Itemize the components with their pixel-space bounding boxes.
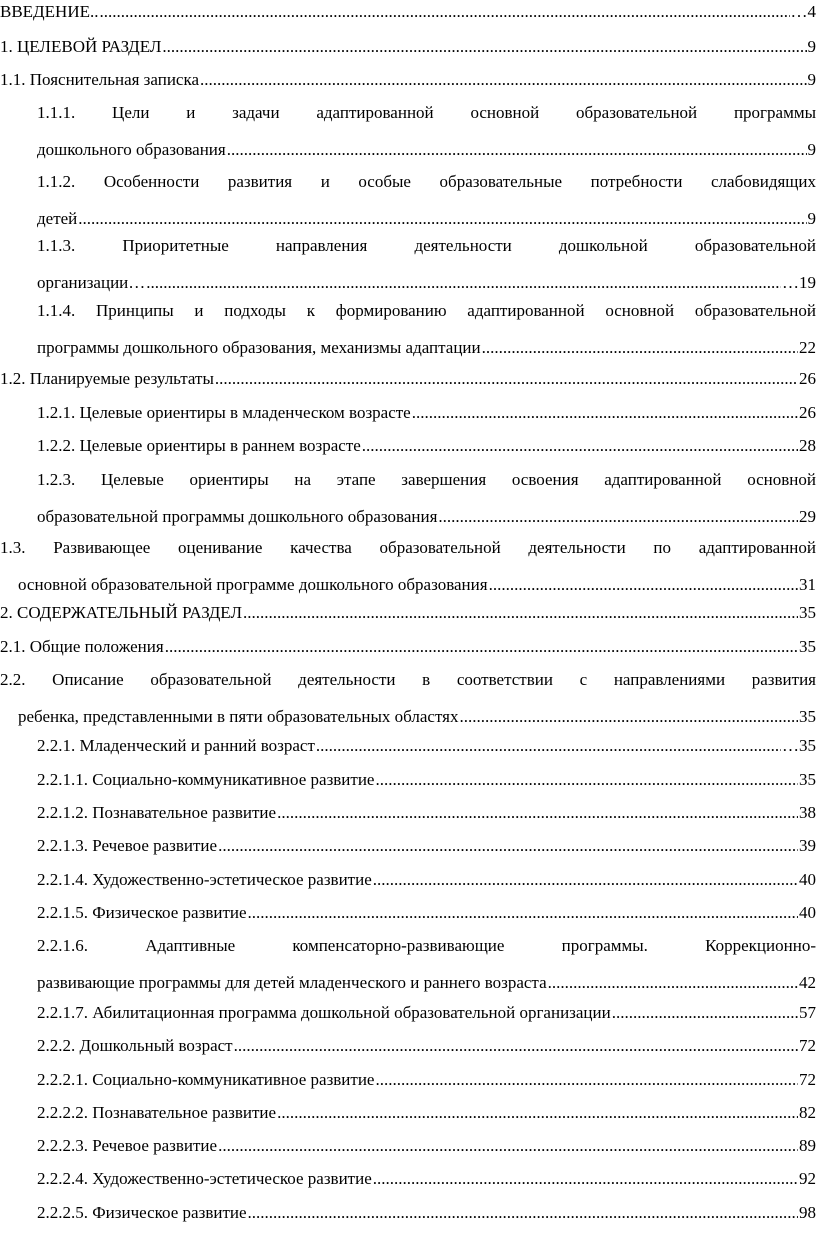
dot-leader [373,1169,798,1189]
toc-entry[interactable] [37,803,816,823]
toc-entry-page: 72 [799,1070,816,1089]
toc-entry-title-line1: 1.1.1. Цели и задачи адаптированной основной образовательной программы [37,103,816,122]
dot-leader [277,803,798,823]
toc-entry-title: 2.2.2.1. Социально-коммуникативное развитие [37,1070,375,1089]
toc-entry-page: 57 [799,1003,816,1022]
toc-entry[interactable] [37,1070,816,1090]
toc-entry-title-line1: 2.2.1.6. Адаптивные компенсаторно-развивающие программы. Коррекционно- [37,936,816,955]
toc-entry-page: 22 [799,338,816,357]
toc-entry[interactable] [0,603,816,623]
toc-entry-title: 1. ЦЕЛЕВОЙ РАЗДЕЛ [0,37,162,56]
toc-entry-title: программы дошкольного образования, механизмы адаптации [37,338,481,357]
toc-entry-title: 2.2.2.5. Физическое развитие [37,1203,247,1222]
toc-entry-page: 98 [799,1203,816,1222]
toc-entry[interactable] [37,736,816,756]
toc-entry-page: 72 [799,1036,816,1055]
toc-entry-page: 42 [799,973,816,992]
toc-entry[interactable] [37,301,816,358]
toc-entry-title: 2.2.1.7. Абилитационная программа дошкольной образовательной организации [37,1003,611,1022]
dot-leader [460,707,798,727]
toc-entry[interactable] [0,637,816,657]
toc-entry[interactable] [37,1103,816,1123]
toc-entry-page: 9 [807,140,816,159]
dot-leader [373,870,798,890]
dot-leader [489,575,798,595]
toc-entry[interactable] [0,2,816,22]
toc-entry-page: 9 [807,209,816,228]
toc-entry-title-line1: 1.1.4. Принципы и подходы к формированию адаптированной основной образовательной [37,301,816,320]
toc-entry-title-line1: 1.3. Развивающее оценивание качества образовательной деятельности по адаптированной [0,538,816,557]
dot-leader [234,1036,798,1056]
dot-leader [243,603,798,623]
toc-entry-page: 38 [799,803,816,822]
toc-entry-page: 26 [799,403,816,422]
toc-entry[interactable] [37,1036,816,1056]
toc-entry-title-line1: 2.2. Описание образовательной деятельности в соответствии с направлениями развития [0,670,816,689]
dot-leader [316,736,781,756]
toc-entry-title: 1.2.2. Целевые ориентиры в раннем возрасте [37,436,361,455]
dot-leader [227,140,807,160]
toc-entry[interactable] [0,670,816,727]
dot-leader [146,273,781,293]
toc-entry-title: 2. СОДЕРЖАТЕЛЬНЫЙ РАЗДЕЛ [0,603,242,622]
toc-entry-page: 35 [799,707,816,726]
toc-entry-title: 2.2.1.3. Речевое развитие [37,836,218,855]
toc-entry-title: 2.2.1.2. Познавательное развитие [37,803,277,822]
dot-leader [215,369,798,389]
toc-entry-title: основной образовательной программе дошкольного образования [18,575,488,594]
toc-entry-title: ВВЕДЕНИЕ.. [0,2,99,21]
toc-entry-page: 31 [799,575,816,594]
toc-entry-page: 9 [807,37,816,56]
toc-entry-page: 39 [799,836,816,855]
toc-entry-page: 35 [799,770,816,789]
toc-entry[interactable] [37,936,816,993]
toc-entry-title: 2.2.1.4. Художественно-эстетическое развитие [37,870,372,889]
dot-leader [438,507,798,527]
toc-entry[interactable] [0,37,816,57]
toc-entry[interactable] [37,1136,816,1156]
toc-entry[interactable] [37,770,816,790]
toc-entry-title-line1: 1.2.3. Целевые ориентиры на этапе завершения освоения адаптированной основной [37,470,816,489]
toc-entry[interactable] [37,236,816,293]
toc-entry-page: …19 [782,273,816,292]
toc-entry-title: дошкольного образования [37,140,226,159]
toc-entry-title: 2.2.2.3. Речевое развитие [37,1136,218,1155]
toc-entry-title: развивающие программы для детей младенческого и раннего возраста [37,973,547,992]
toc-entry-title: 1.2. Планируемые результаты [0,369,214,388]
toc-entry[interactable] [0,369,816,389]
toc-entry[interactable] [37,1003,816,1023]
toc-entry[interactable] [0,70,816,90]
dot-leader [412,403,798,423]
toc-entry-title-line1: 1.1.2. Особенности развития и особые образовательные потребности слабовидящих [37,172,816,191]
toc-entry-page: 28 [799,436,816,455]
toc-entry-title: 2.2.1. Младенческий и ранний возраст [37,736,315,755]
toc-entry-page: 40 [799,903,816,922]
toc-entry-title: ребенка, представленными в пяти образовательных областях [18,707,459,726]
toc-entry-title: детей [37,209,78,228]
dot-leader [248,903,798,923]
toc-entry-title: 2.2.2. Дошкольный возраст [37,1036,233,1055]
dot-leader [375,770,798,790]
toc-entry-page: 40 [799,870,816,889]
toc-entry[interactable] [37,836,816,856]
dot-leader [548,973,798,993]
toc-entry[interactable] [37,470,816,527]
toc-entry-page: 26 [799,369,816,388]
toc-entry-page: 9 [807,70,816,89]
dot-leader [362,436,798,456]
toc-entry-page: …4 [790,2,816,21]
toc-entry-page: 89 [799,1136,816,1155]
dot-leader [200,70,806,90]
dot-leader [162,37,806,57]
toc-entry[interactable] [37,1203,816,1223]
toc-entry-title: 1.1. Пояснительная записка [0,70,200,89]
toc-entry[interactable] [37,870,816,890]
toc-entry-title: 2.1. Общие положения [0,637,164,656]
toc-entry-title: 2.2.1.5. Физическое развитие [37,903,247,922]
toc-entry-title: образовательной программы дошкольного образования [37,507,438,526]
toc-entry[interactable] [37,172,816,229]
dot-leader [375,1070,798,1090]
toc-entry-page: 35 [799,603,816,622]
toc-entry[interactable] [37,436,816,456]
toc-entry[interactable] [37,403,816,423]
toc-entry[interactable] [0,538,816,595]
dot-leader [248,1203,798,1223]
dot-leader [78,209,806,229]
dot-leader [218,1136,798,1156]
toc-entry[interactable] [37,903,816,923]
toc-entry-page: …35 [782,736,816,755]
dot-leader [218,836,798,856]
dot-leader [99,2,789,22]
toc-entry-page: 82 [799,1103,816,1122]
toc-entry-page: 29 [799,507,816,526]
dot-leader [165,637,798,657]
toc-entry-title-line1: 1.1.3. Приоритетные направления деятельности дошкольной образовательной [37,236,816,255]
toc-entry[interactable] [37,103,816,160]
toc-entry-title: 1.2.1. Целевые ориентиры в младенческом возрасте [37,403,411,422]
toc-entry-title: 2.2.2.2. Познавательное развитие [37,1103,277,1122]
toc-entry-title: организации… [37,273,146,292]
toc-entry-page: 92 [799,1169,816,1188]
dot-leader [612,1003,798,1023]
toc-entry-page: 35 [799,637,816,656]
dot-leader [482,338,798,358]
dot-leader [277,1103,798,1123]
toc-entry-title: 2.2.2.4. Художественно-эстетическое развитие [37,1169,372,1188]
toc-entry[interactable] [37,1169,816,1189]
toc-entry-title: 2.2.1.1. Социально-коммуникативное развитие [37,770,375,789]
